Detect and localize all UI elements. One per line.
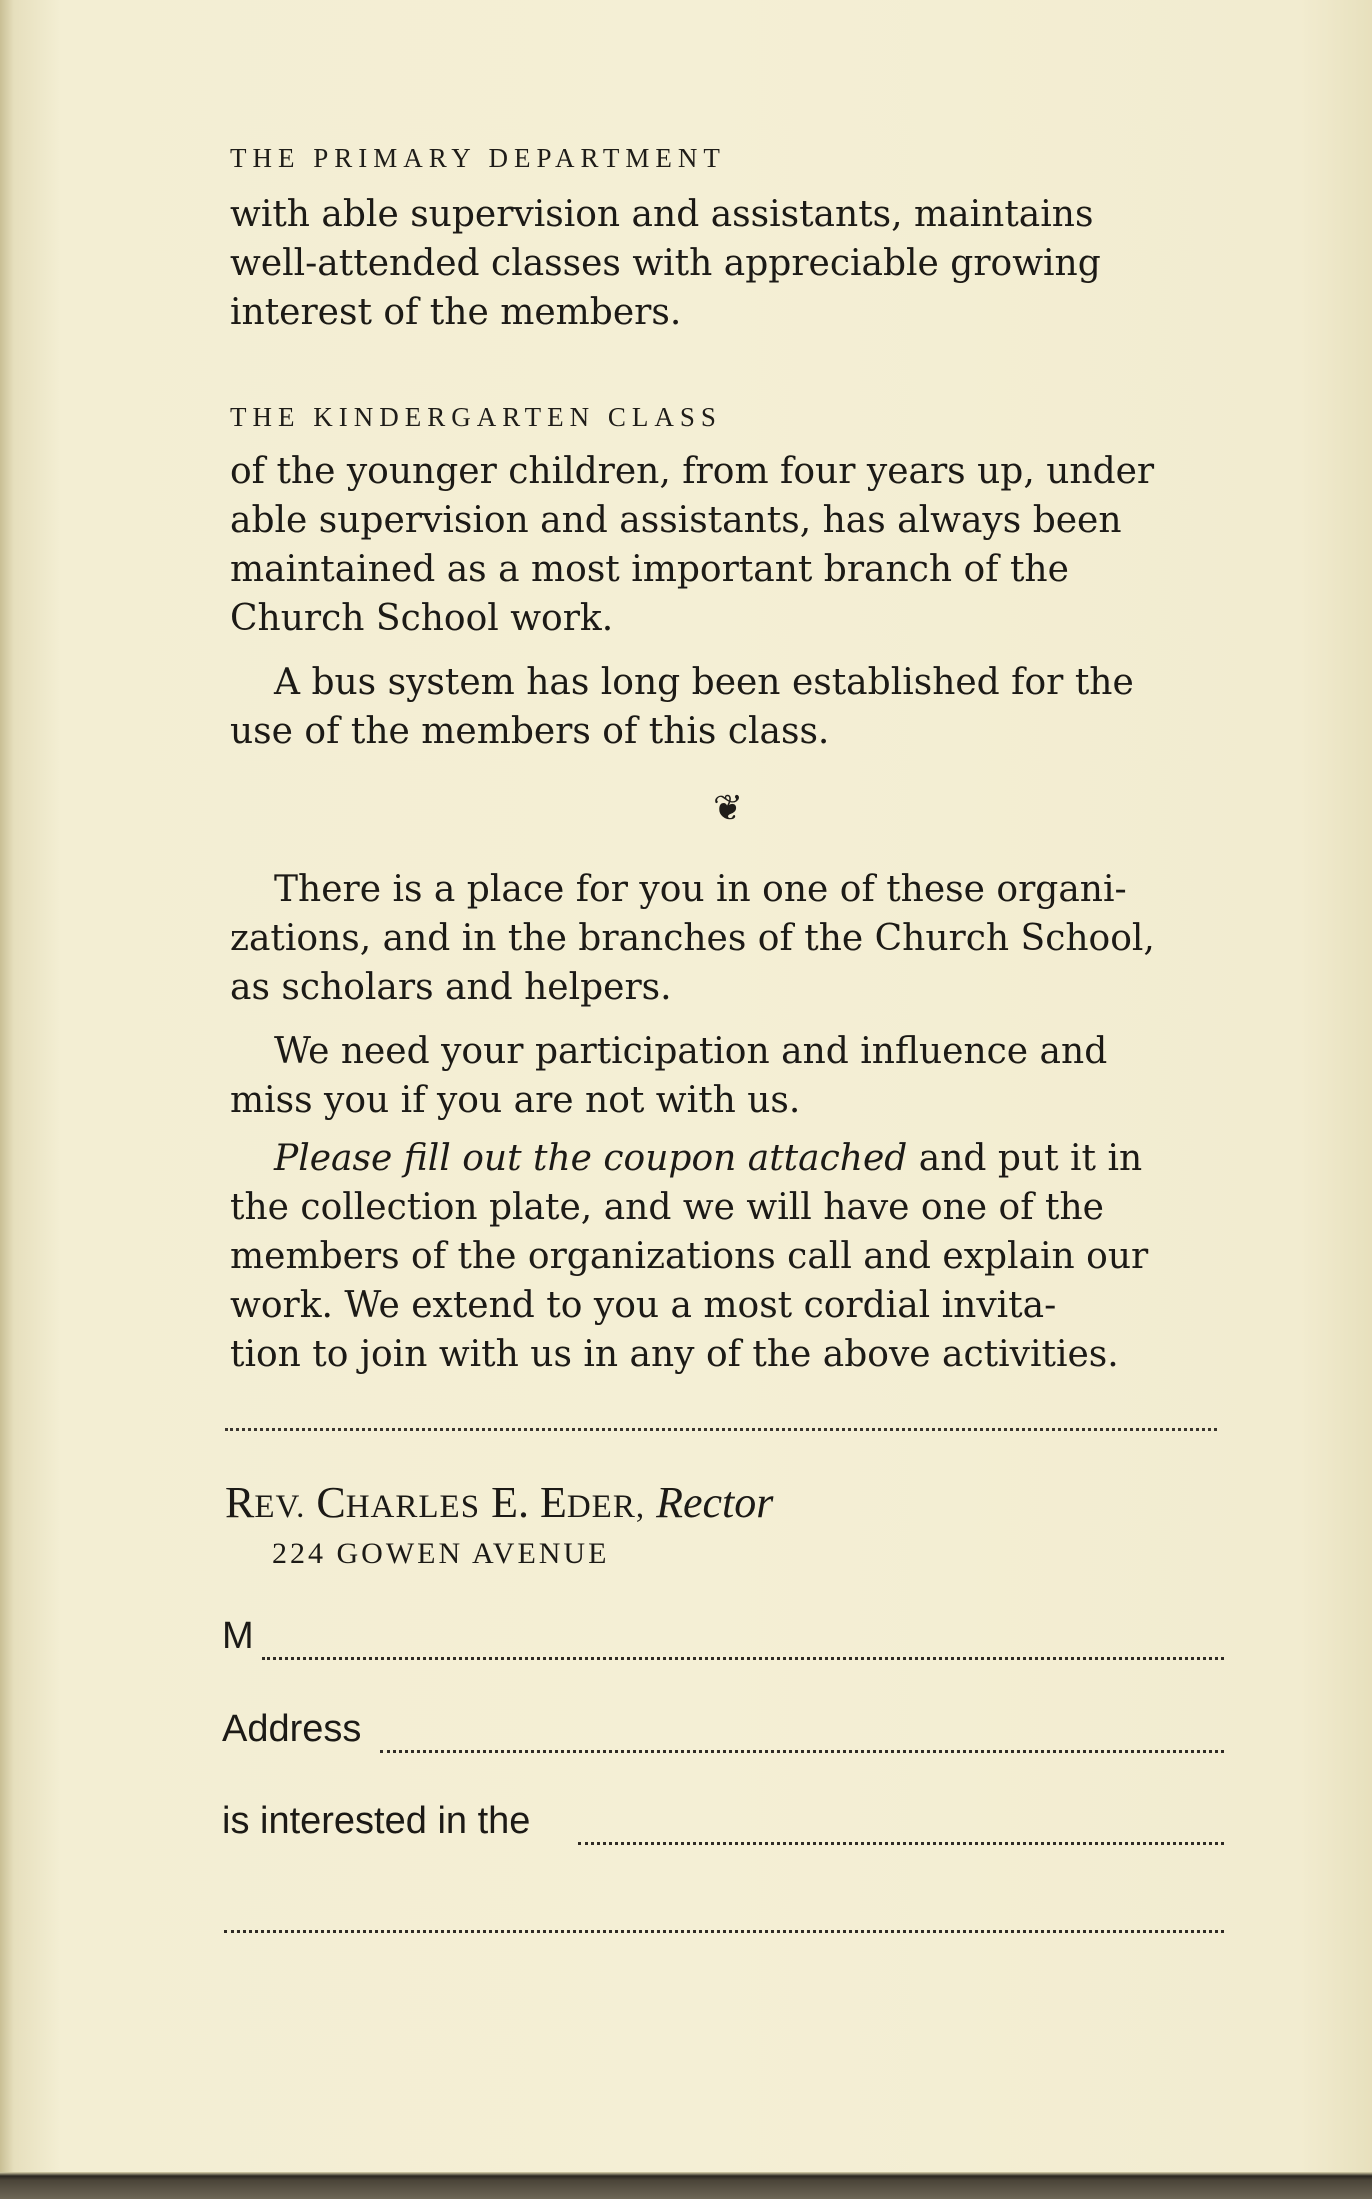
- invitation-coupon-text: [230, 1134, 1230, 1379]
- text-line: with able supervision and assistants, maintains: [230, 194, 1094, 235]
- name-field-line[interactable]: [262, 1657, 1224, 1660]
- text-line: able supervision and assistants, has always been: [230, 500, 1122, 541]
- text-line: as scholars and helpers.: [230, 967, 672, 1008]
- bus-system-text: [230, 658, 1230, 756]
- invitation-need-text: [230, 1027, 1230, 1125]
- text-line: and put it in: [907, 1138, 1143, 1179]
- text-line: A bus system has long been established for the: [274, 662, 1134, 703]
- text-line: maintained as a most important branch of the: [230, 549, 1069, 590]
- rector-address: 224 GOWEN AVENUE: [272, 1537, 610, 1570]
- text-line: There is a place for you in one of these organi-: [274, 869, 1127, 910]
- page-bottom-edge: [0, 2172, 1372, 2199]
- text-line: members of the organizations call and explain our: [230, 1236, 1149, 1277]
- rector-title: Rector: [656, 1478, 774, 1527]
- address-field-label: Address: [222, 1708, 362, 1750]
- kindergarten-class-heading: THE KINDERGARTEN CLASS: [230, 402, 722, 432]
- text-line: work. We extend to you a most cordial invita-: [230, 1285, 1057, 1326]
- interest-field-line[interactable]: [578, 1842, 1224, 1845]
- text-line: the collection plate, and we will have one of the: [230, 1187, 1104, 1228]
- primary-department-text: [230, 190, 1230, 337]
- text-line: use of the members of this class.: [230, 711, 830, 752]
- name-field-label: M: [222, 1615, 254, 1657]
- kindergarten-class-text: [230, 447, 1230, 643]
- text-line: of the younger children, from four years up, under: [230, 451, 1155, 492]
- primary-department-heading: THE PRIMARY DEPARTMENT: [230, 143, 726, 173]
- text-line: miss you if you are not with us.: [230, 1080, 801, 1121]
- text-line: tion to join with us in any of the above activities.: [230, 1334, 1119, 1375]
- text-line: well-attended classes with appreciable growing: [230, 243, 1101, 284]
- rector-name: REV. CHARLES E. EDER, Rector: [225, 1478, 774, 1527]
- text-line: Church School work.: [230, 598, 614, 639]
- address-field-line[interactable]: [380, 1750, 1224, 1753]
- text-line: interest of the members.: [230, 292, 682, 333]
- coupon-instruction-italic: Please fill out the coupon attached: [274, 1138, 908, 1179]
- interest-field-label: is interested in the: [222, 1800, 531, 1842]
- coupon-cut-line: [225, 1428, 1217, 1431]
- extra-field-line[interactable]: [224, 1930, 1224, 1933]
- invitation-place-text: [230, 865, 1230, 1012]
- text-line: zations, and in the branches of the Church School,: [230, 918, 1155, 959]
- text-line: We need your participation and influence and: [274, 1031, 1108, 1072]
- fleuron-ornament-icon: ❦: [713, 788, 744, 829]
